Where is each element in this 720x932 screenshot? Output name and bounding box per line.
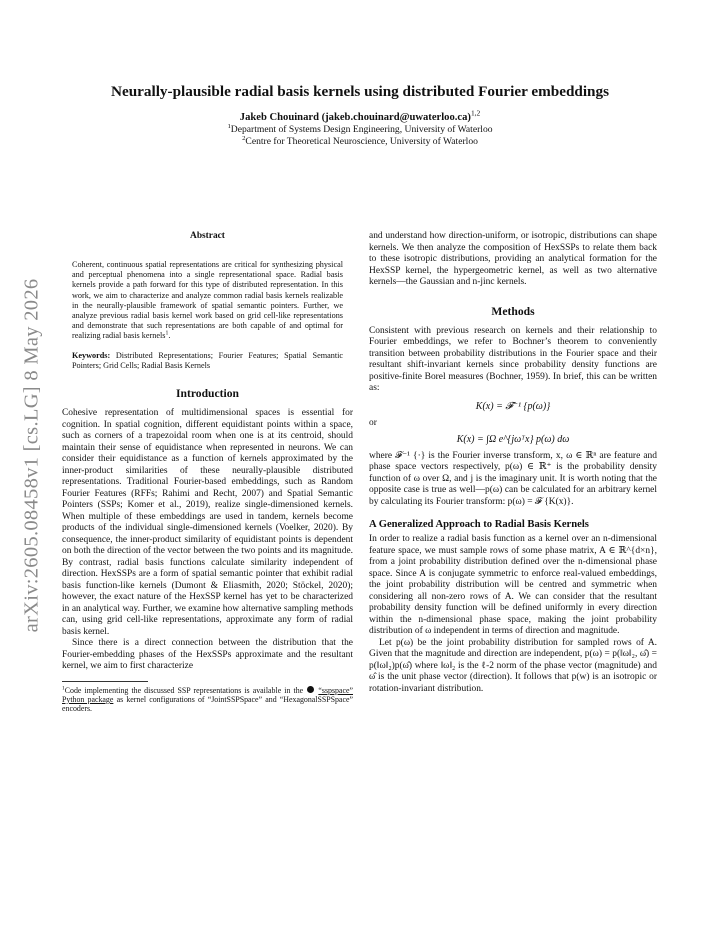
footnote xyxy=(62,686,353,714)
abstract-text xyxy=(72,260,343,342)
footnote-mark: 1 xyxy=(62,684,65,691)
abstract-footnote-mark: 1 xyxy=(165,330,169,337)
generalized-heading: A Generalized Approach to Radial Basis Kernels xyxy=(369,519,589,530)
keywords-text: Distributed Representations; Fourier Features; Spatial Semantic Pointers; Grid Cells; Radial Basis Kernels xyxy=(72,350,344,370)
arxiv-watermark xyxy=(18,245,46,665)
author-block xyxy=(0,108,720,147)
methods-paragraph-1: Consistent with previous research on kernels and their relationship to Fourier embeddings, we refer to Bochner’s theorem to conveniently transition between probability distributions in the Fourier space and their resultant shift-invariant kernels since probability density functions are positive-finite Borel measures (Bochner, 1959). In brief, this can be written as: xyxy=(369,325,657,393)
paper-title: Neurally-plausible radial basis kernels using distributed Fourier embeddings xyxy=(110,83,610,100)
abstract-end: . xyxy=(168,331,171,341)
footnote-text-b: as kernel configurations of “JointSSPSpace” and “HexagonalSSPSpace” encoders. xyxy=(62,694,353,714)
arxiv-stamp-text: arXiv:2605.08458v1 [cs.LG] 8 May 2026 xyxy=(20,278,43,632)
introduction-continued: and understand how direction-uniform, or isotropic, distributions can shape kernels. We then analyze the composition of HexSSPs to relate them back to these isotropic distributions, providing an analytical formation for the HexSSP kernel, the hypergeometric kernel, as well as two alternative kernels—the Gaussian and n-jinc kernels. xyxy=(369,231,657,287)
footnote-divider xyxy=(62,681,148,682)
left-column xyxy=(62,231,353,714)
affiliation-1-mark: 1 xyxy=(227,122,231,130)
author-line: Jakeb Chouinard (jakeb.chouinard@uwaterloo.ca) xyxy=(239,112,471,123)
affiliation-2-text: Centre for Theoretical Neuroscience, University of Waterloo xyxy=(245,135,478,147)
affiliation-2 xyxy=(0,136,720,148)
introduction-heading: Introduction xyxy=(176,387,239,401)
methods-paragraph-2: where 𝓕⁻¹ {·} is the Fourier inverse transform, x, ω ∈ ℝⁿ are feature and phase space vectors respectively, p(ω) ∈ ℝ⁺ is the probability density function of ω over Ω, and j is the imaginary unit. It is worth noting that the opposite case is true as well—p(ω) can be calculated for an arbitrary kernel by calculating its Fourier transform: p(ω) = 𝓕 {K(x)}. xyxy=(369,450,657,507)
github-icon xyxy=(307,686,314,693)
introduction-paragraph-2: Since there is a direct connection between the distribution that the Fourier-embedding phases of the HexSSPs approximate and the resultant kernel, we aim to first characterize xyxy=(62,638,353,672)
footnote-text-a: Code implementing the discussed SSP representations is available in the xyxy=(64,685,307,695)
affiliation-1-text: Department of Systems Design Engineering, University of Waterloo xyxy=(230,124,493,135)
abstract-heading: Abstract xyxy=(190,231,225,241)
equation-1: K(x) = 𝓕⁻¹ {p(ω)} xyxy=(475,400,551,412)
abstract-body: Coherent, continuous spatial representations are critical for synthesizing physical and perceptual phenomena into a single representational space. Radial basis kernels provide a path forward for this type of distributed representation. In this work, we aim to characterize and analyze common radial basis kernels realizable in the neurally-plausible framework of spatial semantic pointers. Further, we analyze previous radial basis kernel work based on grid cell-like representations and demonstrate that such representations are both capable of and optimal for realizing radial basis kernels xyxy=(72,260,343,341)
keywords-label: Keywords: xyxy=(72,350,111,360)
affiliation-2-mark: 2 xyxy=(242,134,246,142)
affiliation-1 xyxy=(0,124,720,136)
author-affil-marks: 1,2 xyxy=(470,108,481,118)
generalized-paragraph-2: Let p(ω) be the joint probability distribution for sampled rows of A. Given that the magnitude and direction are independent, p(ω) = p(‖ω‖₂, ω̂) = p(‖ω‖₂)p(ω̂) where ‖ω‖₂ is the ℓ-2 norm of the phase vector (magnitude) and ω̂ is the unit phase vector (direction). It follows that p(w) is an isotropic or rotation-invariant distribution. xyxy=(369,637,657,694)
equation-2: K(x) = ∫Ω e^{jωᵀx} p(ω) dω xyxy=(456,433,570,445)
sspspace-link[interactable]: “sspspace” Python package xyxy=(62,685,353,704)
keywords xyxy=(72,351,343,371)
generalized-paragraph-1: In order to realize a radial basis function as a kernel over an n-dimensional feature space, we must sample rows of some phase matrix, A ∈ ℝ^{d×n}, from a joint probability distribution defined over the n-dimensional phase space. Since A is conjugate symmetric to enforce real-valued embeddings, the joint probability distribution will be centred and symmetric when considering all non-zero rows of A. We can consider that the resultant probability density function will be defined uniformly in every direction within the n-dimensional phase space, making the joint probability distribution of ω independent in terms of direction and magnitude. xyxy=(369,534,657,636)
equation-or: or xyxy=(369,417,377,428)
introduction-paragraph-1: Cohesive representation of multidimensional spaces is essential for cognition. In spatial cognition, different equidistant points within a space, such as corners of a trapezoidal room when one is at its centroid, should maintain their sense of equidistance when represented in neurons. We can consider their equidistance as a function of kernels approximated by the inner-product similarities of these neurally-plausible distributed representations. Traditional Fourier-based embeddings, such as Random Fourier Features (RFFs; Rahimi and Recht, 2007) and Spatial Semantic Pointers (SSPs; Komer et al., 2019), realize single-dimensioned kernels. When multiple of these embeddings are used in tandem, kernels become products of the individual single-dimensioned kernels (Voelker, 2020). By consequence, the inner-product similarity of equidistant points is dependent on both the direction of the vector between the two points and its magnitude. By contrast, radial basis functions calculate similarity independent of direction. HexSSPs are a form of spatial semantic pointer that exhibit radial basis function-like kernels (Dumont & Eliasmith, 2020; Stöckel, 2020); however, the exact nature of the HexSSP kernel has yet to be characterized in an analytical way. Further, we examine how alternative sampling methods can, using grid cell-like representations, approximate any form of radial basis kernel. xyxy=(62,408,353,637)
methods-heading: Methods xyxy=(491,304,535,318)
right-column xyxy=(369,231,657,695)
